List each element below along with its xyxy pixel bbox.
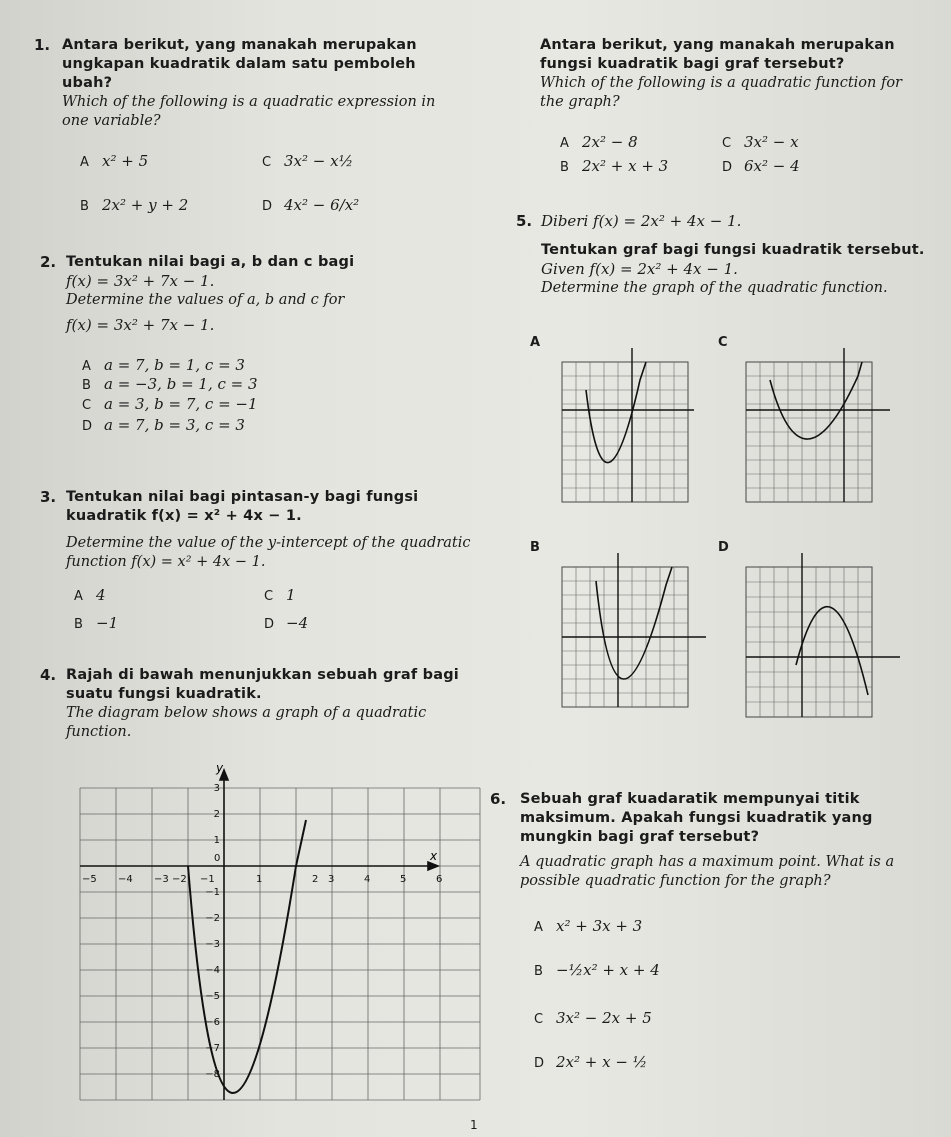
y-tick: −1 — [205, 887, 220, 898]
option-text: x² + 3x + 3 — [556, 917, 643, 935]
option-text: a = 7, b = 1, c = 3 — [104, 356, 245, 374]
q6-text — [520, 790, 930, 891]
y-tick: −8 — [205, 1069, 220, 1080]
option-text: −4 — [286, 614, 309, 632]
option-letter: D — [722, 160, 733, 175]
option-letter: B — [560, 160, 569, 175]
x-tick: −3 — [154, 874, 169, 885]
q1b-option-c[interactable] — [722, 133, 799, 151]
q4-malay: Rajah di bawah menunjukkan sebuah graf bagi suatu fungsi kuadratik. — [66, 667, 459, 702]
q4-number: 4. — [40, 666, 57, 684]
q1b-option-a[interactable] — [560, 133, 638, 151]
x-tick: 6 — [436, 874, 443, 885]
option-text: a = 7, b = 3, c = 3 — [104, 416, 245, 434]
y-tick: 1 — [213, 835, 220, 846]
q3-option-a[interactable] — [74, 586, 106, 604]
option-letter: C — [82, 398, 92, 413]
option-text: x² + 5 — [102, 152, 149, 170]
x-tick: 3 — [328, 874, 335, 885]
option-letter: D — [262, 199, 273, 214]
q2-number: 2. — [40, 253, 57, 271]
x-tick: 5 — [400, 874, 407, 885]
option-text: 6x² − 4 — [744, 157, 800, 175]
q6-option-d[interactable] — [534, 1053, 647, 1071]
option-text: −½x² + x + 4 — [556, 961, 660, 979]
q1-text — [62, 36, 462, 131]
q4-axes — [80, 770, 438, 1100]
page-number: 1 — [470, 1118, 478, 1132]
option-text: 2x² + x + 3 — [582, 157, 669, 175]
q5-graph-c-label: C — [718, 335, 728, 350]
option-text: 3x² − x — [744, 133, 799, 151]
q1b-english: Which of the following is a quadratic function for the graph? — [540, 75, 902, 110]
y-tick: −6 — [205, 1017, 220, 1028]
q1-option-c[interactable] — [262, 152, 353, 170]
x-tick: −5 — [82, 874, 97, 885]
option-letter: C — [534, 1012, 544, 1027]
q2-option-d[interactable] — [82, 416, 245, 434]
q2-text — [66, 253, 486, 335]
x-tick: 1 — [256, 874, 263, 885]
q5-english: Determine the graph of the quadratic function. — [541, 280, 888, 296]
option-letter: C — [262, 155, 272, 170]
y-tick: −3 — [205, 939, 220, 950]
q3-option-b[interactable] — [74, 614, 118, 632]
q3-text — [66, 488, 476, 572]
option-letter: A — [560, 136, 569, 151]
q1-option-d[interactable] — [262, 196, 359, 214]
q1b-option-d[interactable] — [722, 157, 800, 175]
option-letter: B — [534, 964, 543, 979]
q6-number: 6. — [490, 790, 507, 808]
q2-malay-expression: f(x) = 3x² + 7x − 1. — [66, 272, 215, 290]
option-text: 1 — [286, 586, 296, 604]
q5-number: 5. — [516, 212, 533, 230]
option-letter: A — [74, 589, 83, 604]
q2-english: Determine the values of a, b and c for — [66, 292, 345, 308]
q6-option-c[interactable] — [534, 1009, 652, 1027]
q5-graph-b-label: B — [530, 540, 540, 555]
q6-option-b[interactable] — [534, 961, 660, 979]
option-text: 2x² − 8 — [582, 133, 638, 151]
y-tick: −5 — [205, 991, 220, 1002]
q1-number: 1. — [34, 36, 51, 54]
q5-english-given: Given f(x) = 2x² + 4x − 1. — [541, 260, 738, 278]
q1-option-b[interactable] — [80, 196, 188, 214]
option-letter: C — [722, 136, 732, 151]
q1b-option-b[interactable] — [560, 157, 668, 175]
q3-malay: Tentukan nilai bagi pintasan-y bagi fungsi kuadratik f(x) = x² + 4x − 1. — [66, 489, 419, 524]
option-letter: B — [74, 617, 83, 632]
x-tick: −4 — [118, 874, 133, 885]
q1-malay: Antara berikut, yang manakah merupakan ungkapan kuadratik dalam satu pemboleh ubah? — [62, 37, 417, 91]
x-tick: −1 — [200, 874, 215, 885]
x-tick: 0 — [214, 853, 221, 864]
option-text: 3x² − x½ — [284, 152, 354, 170]
option-letter: B — [82, 378, 91, 393]
y-tick: 3 — [213, 783, 220, 794]
q2-option-c[interactable] — [82, 395, 258, 413]
x-tick: 4 — [364, 874, 371, 885]
q3-option-c[interactable] — [264, 586, 296, 604]
q5-graph-a-label: A — [530, 335, 541, 350]
q4-graph — [60, 760, 490, 1110]
option-letter: B — [80, 199, 89, 214]
y-tick: −2 — [205, 913, 220, 924]
option-letter: D — [534, 1056, 545, 1071]
q5-graph-a[interactable] — [556, 340, 706, 510]
x-tick: 2 — [312, 874, 319, 885]
q1b-text — [540, 36, 930, 112]
option-text: 4x² − 6/x² — [284, 196, 360, 214]
option-letter: A — [80, 155, 89, 170]
q5-malay: Tentukan graf bagi fungsi kuadratik tersebut. — [541, 242, 925, 258]
option-letter: D — [82, 419, 93, 434]
option-text: −1 — [96, 614, 119, 632]
option-letter: A — [82, 359, 91, 374]
option-text: 2x² + x − ½ — [556, 1053, 648, 1071]
q2-option-a[interactable] — [82, 356, 245, 374]
option-text: 2x² + y + 2 — [102, 196, 189, 214]
option-text: a = −3, b = 1, c = 3 — [104, 375, 258, 393]
q5-graph-c[interactable] — [740, 340, 900, 510]
x-tick: −2 — [172, 874, 187, 885]
q5-graph-d-label: D — [718, 540, 729, 555]
y-tick: −4 — [205, 965, 220, 976]
option-letter: C — [264, 589, 274, 604]
q5-malay-given: Diberi f(x) = 2x² + 4x − 1. — [541, 212, 742, 230]
q6-malay: Sebuah graf kuadaratik mempunyai titik maksimum. Apakah fungsi kuadratik yang mungkin bagi graf tersebut? — [520, 791, 873, 845]
q2-option-b[interactable] — [82, 375, 258, 393]
q1-english: Which of the following is a quadratic expression in one variable? — [62, 94, 436, 129]
q6-english: A quadratic graph has a maximum point. What is a possible quadratic function for the graph? — [520, 854, 895, 889]
q4-x-axis-label: x — [430, 849, 438, 863]
y-tick: 2 — [213, 809, 220, 820]
q4-text — [66, 666, 476, 742]
q5-text — [541, 212, 941, 298]
q5-graph-d[interactable] — [740, 545, 910, 725]
q3-option-d[interactable] — [264, 614, 308, 632]
option-text: a = 3, b = 7, c = −1 — [104, 395, 258, 413]
q2-english-expression: f(x) = 3x² + 7x − 1. — [66, 316, 215, 334]
q4-x-ticks — [82, 853, 442, 885]
option-text: 4 — [96, 586, 106, 604]
q6-option-a[interactable] — [534, 917, 642, 935]
q1-option-a[interactable] — [80, 152, 148, 170]
q1b-malay: Antara berikut, yang manakah merupakan fungsi kuadratik bagi graf tersebut? — [540, 37, 895, 72]
q2-malay: Tentukan nilai bagi a, b dan c bagi — [66, 254, 355, 270]
option-letter: A — [534, 920, 543, 935]
q3-number: 3. — [40, 488, 57, 506]
option-text: 3x² − 2x + 5 — [556, 1009, 652, 1027]
option-letter: D — [264, 617, 275, 632]
q4-english: The diagram below shows a graph of a quadratic function. — [66, 705, 427, 740]
q5-graph-b[interactable] — [556, 545, 716, 715]
q4-grid — [80, 788, 480, 1100]
q3-english: Determine the value of the y-intercept of the quadratic function f(x) = x² + 4x − 1. — [66, 535, 471, 570]
y-tick: −7 — [205, 1043, 220, 1054]
q4-y-axis-label: y — [216, 761, 224, 775]
